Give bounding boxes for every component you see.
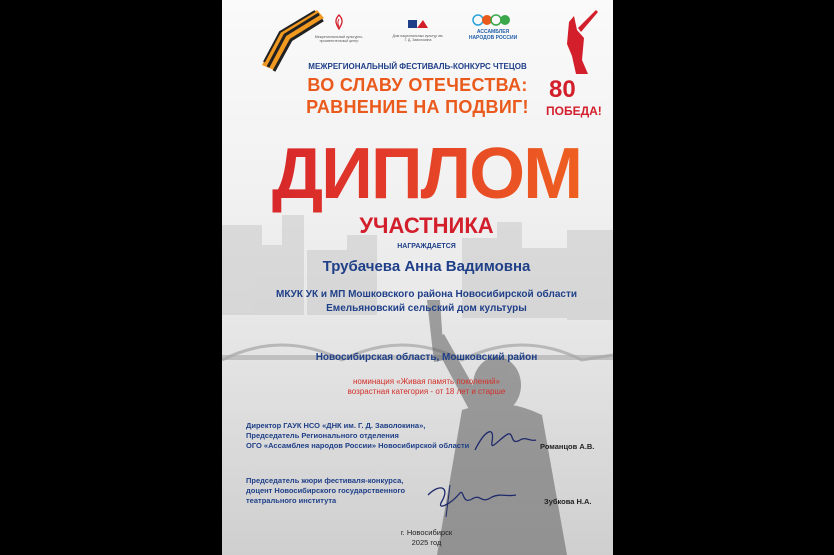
signatory-1-title: [246, 421, 469, 451]
organization-line-1: МКУК УК и МП Мошковского района Новосибирской области: [275, 289, 578, 300]
left-logo-caption: Межрегиональный культурно-просветительный центр: [314, 35, 364, 43]
participant-subheading: УЧАСТНИКА: [359, 213, 494, 238]
signatory-2-line-3: театрального института: [246, 496, 337, 505]
title-line-1: ВО СЛАВУ ОТЕЧЕСТВА:: [307, 75, 528, 95]
signatory-2-name: Зубкова Н.А.: [544, 497, 592, 506]
festival-line: МЕЖРЕГИОНАЛЬНЫЙ ФЕСТИВАЛЬ-КОНКУРС ЧТЕЦОВ: [308, 62, 527, 71]
signatory-1-line-3: ОГО «Ассамблея народов России» Новосибирской области: [246, 441, 470, 450]
diploma-heading: ДИПЛОМ: [222, 134, 613, 214]
awarded-label: НАГРАЖДАЕТСЯ: [397, 243, 456, 250]
center-logo-caption: Дом национальных культур им. Г. Д. Заволокина: [392, 34, 444, 42]
assembly-logo-caption: АССАМБЛЕЯ НАРОДОВ РОССИИ: [468, 29, 518, 41]
age-category-line: возрастная категория - от 18 лет и старше: [347, 387, 506, 396]
anniversary-word: ПОБЕДА!: [546, 104, 602, 118]
signatory-2-line-2: доцент Новосибирского государственного: [246, 486, 406, 495]
house-of-cultures-logo: [392, 16, 444, 42]
signatory-1-line-1: Директор ГАУК НСО «ДНК им. Г. Д. Заволокина»,: [246, 421, 426, 430]
organization-line-2: Емельяновский сельский дом культуры: [326, 303, 527, 314]
signatory-2-title: [246, 476, 405, 506]
house-of-cultures-icon: [407, 19, 429, 29]
city-line: г. Новосибирск: [400, 528, 453, 537]
assembly-circles-icon: [472, 13, 512, 27]
signatory-1-name: Романцов А.В.: [540, 442, 595, 451]
region-line: Новосибирская область, Мошковский район: [315, 352, 538, 363]
signature-1-icon: [470, 420, 540, 460]
signatory-1-line-2: Председатель Регионального отделения: [246, 431, 399, 440]
title-line-2: РАВНЕНИЕ НА ПОДВИГ!: [306, 97, 529, 117]
diploma-document: [222, 0, 613, 555]
year-line: 2025 год: [411, 538, 442, 547]
signatory-2-line-1: Председатель жюри фестиваля-конкурса,: [246, 476, 404, 485]
culture-center-logo: [314, 14, 364, 43]
anniversary-number: 80: [549, 76, 576, 103]
culture-flame-icon: [332, 14, 346, 30]
signature-2-icon: [420, 475, 520, 520]
nomination-line: номинация «Живая память поколений»: [352, 377, 500, 386]
recipient-name: Трубачева Анна Вадимовна: [322, 258, 531, 275]
